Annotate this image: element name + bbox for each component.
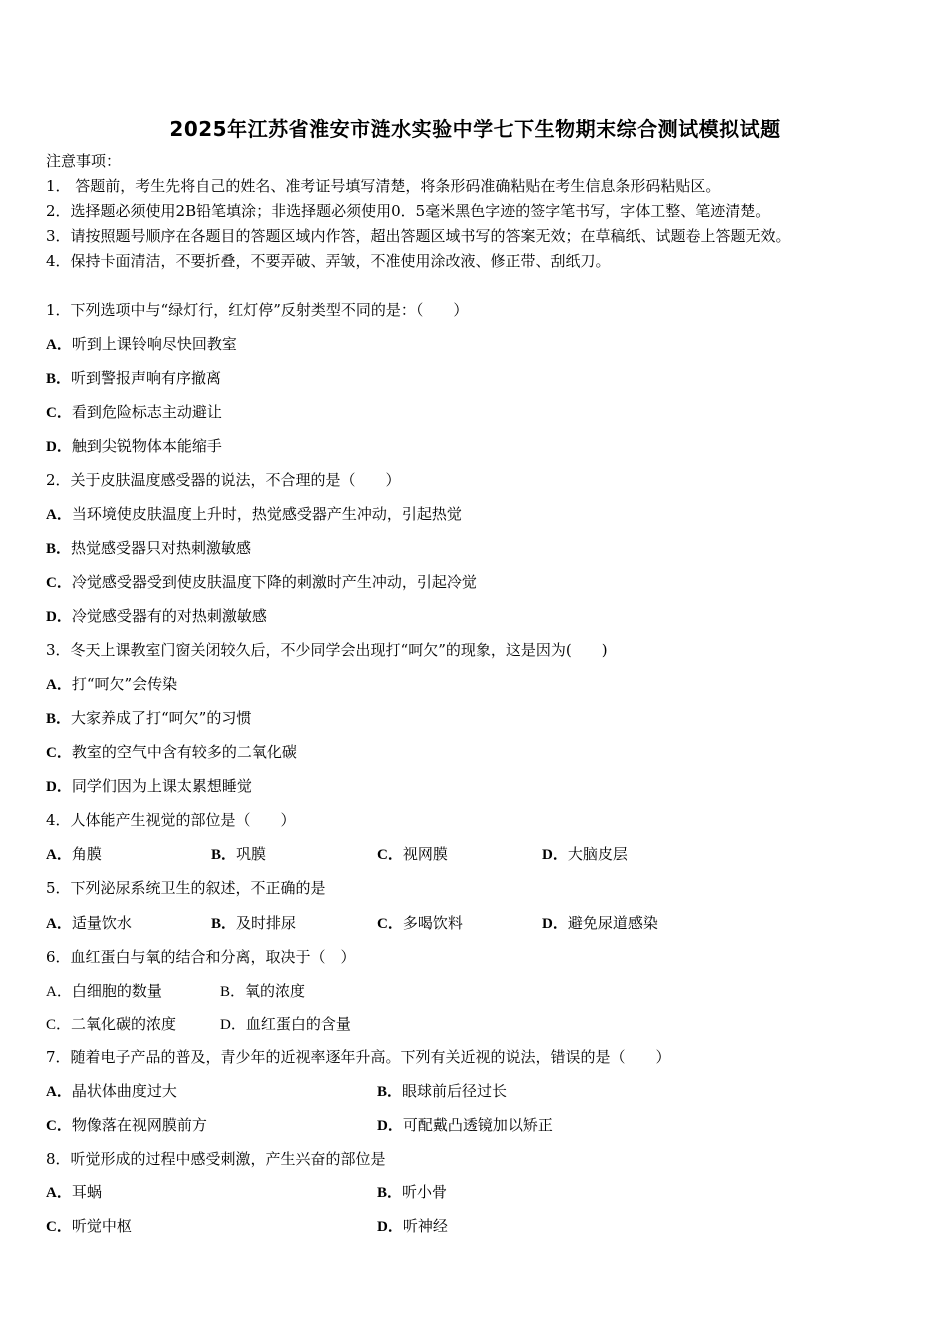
option-letter: D． — [542, 916, 568, 932]
question-stem: 7．随着电子产品的普及，青少年的近视率逐年升高。下列有关近视的说法，错误的是（ ） — [46, 1048, 671, 1066]
option-text: 听到警报声响有序撤离 — [71, 369, 222, 387]
option-letter: B． — [46, 371, 72, 387]
option-text: 大脑皮层 — [567, 845, 628, 863]
question-stem: 1．下列选项中与“绿灯行，红灯停”反射类型不同的是：（ ） — [46, 301, 469, 319]
question-stem: 6．血红蛋白与氧的结合和分离，取决于（ ） — [46, 948, 356, 966]
option-text: 血红蛋白的含量 — [245, 1015, 351, 1033]
option-letter: A． — [46, 677, 72, 693]
option-letter: C． — [377, 916, 403, 932]
option-d — [377, 1115, 553, 1136]
page-title: 2025年江苏省淮安市涟水实验中学七下生物期末综合测试模拟试题 — [169, 117, 781, 141]
question-stem: 5．下列泌尿系统卫生的叙述，不正确的是 — [46, 879, 326, 897]
option-text: 适量饮水 — [71, 914, 132, 932]
option-text: 多喝饮料 — [402, 914, 463, 932]
option-letter: A． — [46, 337, 72, 353]
option-a — [46, 981, 162, 1002]
option-letter: C． — [46, 1118, 72, 1134]
option-letter: C． — [46, 1219, 72, 1235]
option-a — [46, 844, 102, 865]
option-b — [211, 913, 296, 934]
option-letter: B． — [377, 1185, 403, 1201]
option-text: 听觉中枢 — [71, 1217, 132, 1235]
option-a — [46, 674, 177, 695]
option-letter: A． — [46, 984, 72, 1000]
option-c — [46, 1216, 132, 1237]
option-text: 听小骨 — [402, 1183, 448, 1201]
option-letter: A． — [46, 507, 72, 523]
option-b — [46, 708, 251, 729]
option-letter: D． — [377, 1118, 403, 1134]
option-letter: C． — [46, 1017, 72, 1033]
option-text: 晶状体曲度过大 — [71, 1082, 177, 1100]
option-text: 角膜 — [71, 845, 102, 863]
option-letter: B． — [46, 541, 72, 557]
option-letter: C． — [46, 575, 72, 591]
option-b — [377, 1081, 507, 1102]
option-text: 二氧化碳的浓度 — [71, 1015, 177, 1033]
option-letter: B． — [211, 847, 237, 863]
option-text: 冷觉感受器有的对热刺激敏感 — [71, 607, 267, 625]
option-text: 热觉感受器只对热刺激敏感 — [71, 539, 252, 557]
option-text: 大家养成了打“呵欠”的习惯 — [71, 709, 252, 727]
option-letter: B． — [220, 984, 246, 1000]
option-text: 打“呵欠”会传染 — [71, 675, 178, 693]
option-text: 视网膜 — [402, 845, 448, 863]
option-letter: C． — [377, 847, 403, 863]
option-b — [46, 538, 251, 559]
notice-item: 1． 答题前，考生先将自己的姓名、准考证号填写清楚，将条形码准确粘贴在考生信息条形码粘贴区。 — [46, 177, 721, 195]
option-d — [220, 1014, 351, 1035]
option-text: 巩膜 — [236, 845, 267, 863]
option-text: 冷觉感受器受到使皮肤温度下降的刺激时产生冲动，引起冷觉 — [71, 573, 477, 591]
option-letter: D． — [46, 439, 72, 455]
question-stem: 3．冬天上课教室门窗关闭较久后，不少同学会出现打“呵欠”的现象，这是因为( ) — [46, 641, 608, 659]
notice-item: 2．选择题必须使用2B铅笔填涂；非选择题必须使用0．5毫米黑色字迹的签字笔书写，字体工整、笔迹清楚。 — [46, 202, 771, 220]
option-c — [377, 913, 463, 934]
option-d — [542, 913, 658, 934]
option-b — [46, 368, 221, 389]
option-c — [46, 1115, 207, 1136]
option-text: 避免尿道感染 — [567, 914, 658, 932]
option-a — [46, 504, 462, 525]
option-letter: C． — [46, 405, 72, 421]
option-b — [211, 844, 266, 865]
option-text: 触到尖锐物体本能缩手 — [71, 437, 222, 455]
option-c — [46, 1014, 176, 1035]
option-letter: C． — [46, 745, 72, 761]
question-stem: 8．听觉形成的过程中感受刺激，产生兴奋的部位是 — [46, 1150, 386, 1168]
option-a — [46, 334, 237, 355]
option-b — [220, 981, 305, 1002]
notice-item: 4．保持卡面清洁，不要折叠，不要弄破、弄皱，不准使用涂改液、修正带、刮纸刀。 — [46, 252, 611, 270]
option-text: 眼球前后径过长 — [402, 1082, 508, 1100]
option-letter: D． — [542, 847, 568, 863]
option-d — [46, 436, 222, 457]
option-letter: D． — [377, 1219, 403, 1235]
option-text: 听到上课铃响尽快回教室 — [71, 335, 237, 353]
option-text: 氧的浓度 — [245, 982, 306, 1000]
option-d — [542, 844, 628, 865]
option-letter: D． — [220, 1017, 246, 1033]
option-c — [46, 402, 222, 423]
option-c — [377, 844, 448, 865]
option-d — [46, 776, 252, 797]
question-stem: 2．关于皮肤温度感受器的说法，不合理的是（ ） — [46, 471, 401, 489]
option-text: 耳蜗 — [71, 1183, 102, 1201]
option-letter: A． — [46, 916, 72, 932]
option-text: 物像落在视网膜前方 — [71, 1116, 207, 1134]
option-d — [46, 606, 267, 627]
option-a — [46, 913, 132, 934]
option-d — [377, 1216, 448, 1237]
option-c — [46, 572, 477, 593]
option-a — [46, 1081, 177, 1102]
option-letter: A． — [46, 847, 72, 863]
option-letter: B． — [211, 916, 237, 932]
option-text: 看到危险标志主动避让 — [71, 403, 222, 421]
option-letter: A． — [46, 1084, 72, 1100]
option-text: 教室的空气中含有较多的二氧化碳 — [71, 743, 297, 761]
notice-item: 3．请按照题号顺序在各题目的答题区域内作答，超出答题区域书写的答案无效；在草稿纸、试题卷上答题无效。 — [46, 227, 791, 245]
option-letter: B． — [377, 1084, 403, 1100]
option-b — [377, 1182, 447, 1203]
notice-heading: 注意事项： — [46, 152, 122, 170]
option-text: 同学们因为上课太累想睡觉 — [71, 777, 252, 795]
option-letter: A． — [46, 1185, 72, 1201]
option-letter: D． — [46, 609, 72, 625]
option-text: 当环境使皮肤温度上升时，热觉感受器产生冲动，引起热觉 — [71, 505, 462, 523]
option-text: 及时排尿 — [236, 914, 297, 932]
option-text: 可配戴凸透镜加以矫正 — [402, 1116, 553, 1134]
option-letter: B． — [46, 711, 72, 727]
question-stem: 4．人体能产生视觉的部位是（ ） — [46, 811, 296, 829]
option-letter: D． — [46, 779, 72, 795]
option-text: 白细胞的数量 — [71, 982, 162, 1000]
option-c — [46, 742, 297, 763]
option-text: 听神经 — [402, 1217, 448, 1235]
option-a — [46, 1182, 102, 1203]
